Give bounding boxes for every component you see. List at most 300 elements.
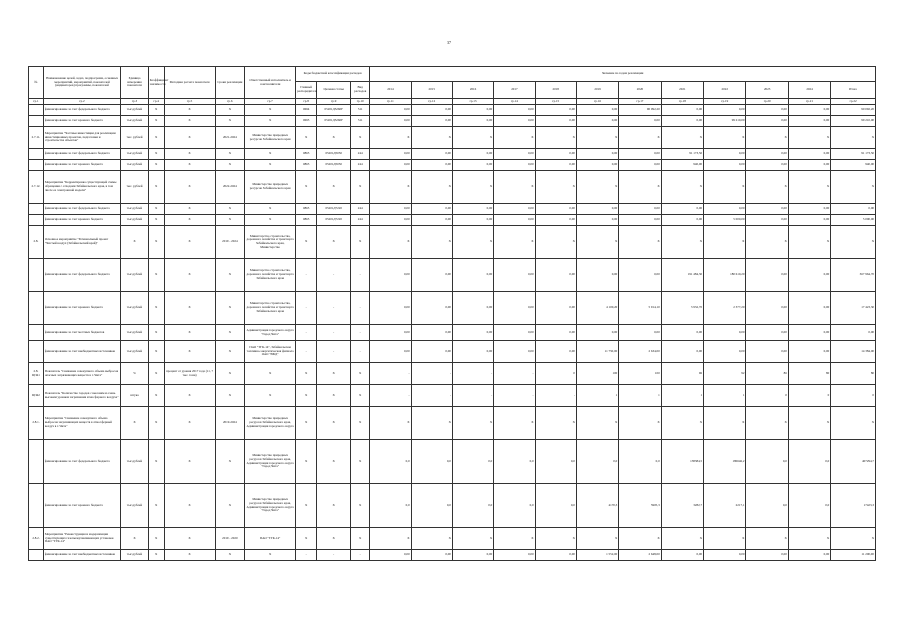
table-cell: -	[351, 325, 370, 341]
table-cell: X	[788, 171, 830, 204]
table-cell: X	[215, 363, 245, 385]
table-cell: 2022-2024	[215, 171, 245, 204]
table-cell	[29, 105, 44, 116]
table-cell: 191 484,30	[661, 259, 703, 292]
table-cell: 96	[661, 363, 703, 385]
table-cell: 0,00	[494, 325, 535, 341]
table-cell: финансирование за счет краевого бюджета	[43, 160, 120, 171]
table-row	[29, 160, 876, 171]
table-cell: X	[704, 127, 746, 149]
table-cell: 244	[351, 204, 370, 215]
table-cell: X	[370, 407, 411, 440]
table-cell: X	[411, 407, 452, 440]
table-cell: -	[296, 550, 317, 561]
column-number: гр.17	[619, 99, 661, 105]
table-cell: 0,0	[788, 484, 830, 528]
table-cell: X	[661, 528, 703, 550]
table-cell: тыс.рублей	[121, 484, 149, 528]
table-cell: 0,00	[619, 215, 661, 226]
table-row	[29, 204, 876, 215]
table-cell: 0,00	[788, 292, 830, 325]
table-cell: 0,0	[370, 440, 411, 484]
table-cell: 0,0	[535, 484, 576, 528]
column-number: гр.6	[215, 99, 245, 105]
page-number: 37	[447, 40, 451, 45]
table-cell: 0,00	[704, 341, 746, 363]
table-cell: X	[148, 149, 164, 160]
table-cell: 0865	[296, 160, 317, 171]
table-cell: штука	[121, 385, 149, 407]
table-cell: 0,00	[411, 116, 452, 127]
column-number: гр.21	[788, 99, 830, 105]
table-cell: 0,0	[535, 440, 576, 484]
table-cell: 0865	[296, 204, 317, 215]
table-cell: X	[215, 325, 245, 341]
table-cell: X	[164, 116, 215, 127]
table-cell: финансирование за счет внебюджетных источников	[43, 550, 120, 561]
table-cell: 0,00	[746, 149, 788, 160]
table-cell: 0,00	[452, 341, 493, 363]
table-cell: X	[661, 226, 703, 259]
column-number: гр.2	[43, 99, 120, 105]
table-cell: X	[164, 215, 215, 226]
table-cell: X	[148, 484, 164, 528]
header-csr: Целевая статья	[317, 82, 351, 99]
table-cell: 2 634,00	[619, 341, 661, 363]
table-cell: X	[317, 363, 351, 385]
table-cell: X	[296, 171, 317, 204]
table-cell: тыс. рублей	[121, 127, 149, 149]
header-term: Сроки реализации	[215, 67, 245, 99]
table-cell: -	[351, 550, 370, 561]
table-cell: 0,00	[619, 259, 661, 292]
table-cell: 0,00	[535, 550, 576, 561]
table-cell: X	[535, 171, 576, 204]
column-number: гр.5	[164, 99, 215, 105]
table-cell: тыс.рублей	[121, 292, 149, 325]
table-cell: X	[148, 171, 164, 204]
table-cell: X	[317, 528, 351, 550]
table-cell: финансирование за счет федерального бюджета	[43, 259, 120, 292]
table-cell: 0,00	[411, 550, 452, 561]
table-cell: 2 648,00	[619, 550, 661, 561]
table-cell: 0,00	[661, 550, 703, 561]
header-values: Значение по годам реализации	[370, 67, 876, 82]
table-cell: X	[746, 171, 788, 204]
table-cell: X	[494, 171, 535, 204]
column-number: гр.12	[411, 99, 452, 105]
table-cell: 0,00	[411, 149, 452, 160]
table-cell: финансирование за счет краевого бюджета	[43, 484, 120, 528]
table-cell: X	[535, 127, 576, 149]
table-cell: 91 173,50	[831, 149, 876, 160]
table-cell: X	[245, 215, 296, 226]
table-cell: -	[351, 292, 370, 325]
table-cell: 4170,3	[576, 484, 618, 528]
column-number: гр.8	[296, 99, 317, 105]
table-cell: X	[164, 407, 215, 440]
table-cell: X	[704, 407, 746, 440]
table-cell	[29, 440, 44, 484]
table-cell: 2.7.11.	[29, 127, 44, 149]
table-cell	[29, 116, 44, 127]
header-year: 2014	[370, 82, 411, 99]
table-cell: 0,00	[746, 341, 788, 363]
table-cell: -	[296, 341, 317, 363]
table-cell	[29, 292, 44, 325]
table-cell: X	[317, 127, 351, 149]
table-cell: X	[661, 171, 703, 204]
table-cell: 0695	[296, 116, 317, 127]
table-cell: 86	[746, 363, 788, 385]
table-cell: 0	[746, 385, 788, 407]
table-cell: X	[148, 226, 164, 259]
table-cell: X	[411, 127, 452, 149]
table-cell: -	[296, 259, 317, 292]
table-cell: 940,00	[831, 160, 876, 171]
table-cell: 2.8. ЦП41	[29, 363, 44, 385]
table-cell: X	[535, 226, 576, 259]
table-cell: X	[121, 528, 149, 550]
table-cell: 0,00	[411, 341, 452, 363]
table-cell: Мероприятие "Снижение совокупного объема выбросов загрязняющих веществ в атмосферный воздух в г. Чите"	[43, 407, 120, 440]
table-cell: X	[619, 226, 661, 259]
table-cell: Основное мероприятие "Региональный проект "Чистый воздух (Забайкальский край)"	[43, 226, 120, 259]
table-cell: X	[831, 127, 876, 149]
table-row	[29, 292, 876, 325]
table-cell: 4 100,20	[576, 292, 618, 325]
table-cell: 0,00	[494, 160, 535, 171]
table-cell: 3 932,70	[661, 292, 703, 325]
table-cell: 0,00	[535, 259, 576, 292]
table-cell: X	[164, 528, 215, 550]
table-cell: 0,00	[494, 292, 535, 325]
table-cell: 0,00	[788, 116, 830, 127]
table-cell: -	[317, 325, 351, 341]
table-cell: финансирование за счет внебюджетных источников	[43, 341, 120, 363]
table-row	[29, 484, 876, 528]
table-cell: 0,00	[535, 325, 576, 341]
table-cell: 0,00	[411, 204, 452, 215]
table-cell: X	[351, 528, 370, 550]
table-cell: финансирование за счет местных бюджетов	[43, 325, 120, 341]
table-cell: 0,00	[746, 204, 788, 215]
table-cell: X	[164, 292, 215, 325]
column-number: гр.19	[704, 99, 746, 105]
table-cell: финансирование за счет федерального бюджета	[43, 149, 120, 160]
table-cell: 05201Д5050	[317, 160, 351, 171]
table-cell: X	[370, 226, 411, 259]
table-cell: X	[317, 226, 351, 259]
table-cell: 180 610,20	[704, 259, 746, 292]
table-cell: тыс.рублей	[121, 116, 149, 127]
table-row	[29, 528, 876, 550]
table-row	[29, 363, 876, 385]
header-total: Итого	[831, 82, 876, 99]
table-cell: X	[245, 160, 296, 171]
header-num: №	[29, 67, 44, 99]
table-cell: X	[245, 550, 296, 561]
table-cell: 0,00	[704, 105, 746, 116]
table-cell: X	[121, 407, 149, 440]
table-cell: 0,00	[535, 341, 576, 363]
table-cell: 0865	[296, 215, 317, 226]
table-cell: 1	[704, 385, 746, 407]
table-cell: X	[148, 325, 164, 341]
table-cell: 0,00	[831, 204, 876, 215]
table-cell: X	[351, 363, 370, 385]
table-cell: X	[245, 116, 296, 127]
table-cell: 0,00	[370, 160, 411, 171]
table-cell: 180646,2	[704, 440, 746, 484]
table-cell: 0,00	[661, 325, 703, 341]
table-cell: 0,00	[576, 160, 618, 171]
table-cell: Показатель "Снижение совокупного объема выбросов опасных загрязняющих веществ в г. Чита"	[43, 363, 120, 385]
table-cell: X	[164, 204, 215, 215]
table-cell: 0,00	[370, 105, 411, 116]
table-cell: X	[215, 149, 245, 160]
table-cell: 0,00	[746, 105, 788, 116]
table-cell: 0	[831, 385, 876, 407]
table-cell: 0,00	[411, 259, 452, 292]
table-cell: X	[148, 160, 164, 171]
table-cell: X	[351, 385, 370, 407]
table-cell: финансирование за счет федерального бюджета	[43, 440, 120, 484]
table-cell: Министерство природных ресурсов Забайкальского края, Администрация городского округа "Город Чита"	[245, 440, 296, 484]
table-cell: 2019 - 2020	[215, 528, 245, 550]
table-cell: 0,00	[452, 204, 493, 215]
column-number: гр.15	[535, 99, 576, 105]
header-year: 2018	[535, 82, 576, 99]
table-cell: 0,00	[452, 325, 493, 341]
table-cell: тыс.рублей	[121, 149, 149, 160]
table-body	[29, 105, 876, 561]
table-cell: X	[704, 528, 746, 550]
table-cell: 0,00	[494, 204, 535, 215]
table-cell: 511	[351, 105, 370, 116]
table-cell: 0,00	[411, 160, 452, 171]
table-cell: 0,00	[576, 215, 618, 226]
table-cell: 0,00	[535, 215, 576, 226]
table-cell: X	[452, 407, 493, 440]
table-cell: X	[121, 226, 149, 259]
table-row	[29, 385, 876, 407]
table-cell: тыс.рублей	[121, 105, 149, 116]
table-cell: X	[831, 528, 876, 550]
table-cell: 0,00	[494, 105, 535, 116]
table-cell: X	[317, 407, 351, 440]
table-cell: 511	[351, 116, 370, 127]
column-number: гр.11	[370, 99, 411, 105]
table-cell: -	[351, 341, 370, 363]
table-cell: X	[351, 484, 370, 528]
table-cell: 0,00	[788, 149, 830, 160]
table-cell: 0,00	[746, 292, 788, 325]
table-cell: 11 750,00	[576, 341, 618, 363]
table-cell: 0	[535, 363, 576, 385]
table-cell: X	[351, 127, 370, 149]
table-cell: X	[215, 385, 245, 407]
table-cell	[29, 484, 44, 528]
table-cell: 0,00	[370, 550, 411, 561]
table-cell: -	[535, 385, 576, 407]
table-row	[29, 341, 876, 363]
table-cell: 0,00	[788, 105, 830, 116]
table-row	[29, 226, 876, 259]
table-cell: Министерство строительства, дорожного хозяйства и транспорта Забайкальского края	[245, 292, 296, 325]
table-cell: тыс.рублей	[121, 204, 149, 215]
table-cell: X	[245, 385, 296, 407]
table-cell: X	[148, 259, 164, 292]
column-number: гр.13	[452, 99, 493, 105]
table-cell: X	[576, 171, 618, 204]
table-cell: -	[351, 259, 370, 292]
table-cell: X	[788, 226, 830, 259]
table-cell: -	[317, 292, 351, 325]
table-cell: 0,00	[661, 341, 703, 363]
table-cell: X	[619, 407, 661, 440]
table-cell: X	[215, 105, 245, 116]
table-row	[29, 550, 876, 561]
table-cell: 2019-2024	[215, 407, 245, 440]
table-cell: 11 200,00	[831, 550, 876, 561]
table-cell: 0,00	[746, 116, 788, 127]
table-cell: 0,00	[452, 292, 493, 325]
table-cell: Министерство природных ресурсов Забайкальского края, Администрация городского округа	[245, 407, 296, 440]
table-cell: X	[351, 226, 370, 259]
table-cell: 0,00	[746, 160, 788, 171]
program-table	[28, 66, 876, 561]
column-number: гр.9	[317, 99, 351, 105]
table-cell: -	[494, 363, 535, 385]
table-cell: 0,00	[370, 259, 411, 292]
table-cell: 5905,3	[619, 484, 661, 528]
table-cell: X	[164, 105, 215, 116]
table-cell: X	[296, 407, 317, 440]
table-cell: X	[215, 550, 245, 561]
table-cell: 2 377,20	[704, 292, 746, 325]
table-cell: 0,00	[452, 215, 493, 226]
table-cell	[29, 259, 44, 292]
table-cell: 5 914,10	[619, 292, 661, 325]
table-cell: 0,0	[370, 484, 411, 528]
table-cell: X	[661, 127, 703, 149]
table-cell: X	[215, 341, 245, 363]
table-cell: 0,00	[704, 325, 746, 341]
table-cell: 2.8.2.	[29, 528, 44, 550]
table-cell: 0,0	[494, 484, 535, 528]
header-year: 2023	[746, 82, 788, 99]
table-cell	[29, 550, 44, 561]
table-cell: 05201Д7220	[317, 215, 351, 226]
table-cell: X	[148, 116, 164, 127]
table-cell: 0,00	[494, 341, 535, 363]
table-cell: X	[148, 385, 164, 407]
table-cell: -	[296, 292, 317, 325]
table-cell: 2.7.12.	[29, 171, 44, 204]
table-cell: 0,00	[452, 149, 493, 160]
table-cell: X	[215, 160, 245, 171]
table-cell: 2019 - 2024	[215, 226, 245, 259]
table-cell: X	[164, 160, 215, 171]
table-cell: X	[494, 528, 535, 550]
table-cell: X	[704, 226, 746, 259]
table-cell: X	[164, 341, 215, 363]
table-cell: 0,00	[576, 105, 618, 116]
table-cell: 0,00	[788, 204, 830, 215]
table-cell: -	[411, 363, 452, 385]
table-cell: X	[494, 127, 535, 149]
table-cell: X	[452, 127, 493, 149]
table-cell: 1	[619, 385, 661, 407]
table-cell: X	[296, 528, 317, 550]
table-cell: 244	[351, 149, 370, 160]
table-row	[29, 407, 876, 440]
table-cell: X	[535, 407, 576, 440]
table-cell: X	[148, 528, 164, 550]
table-cell: 0,00	[452, 259, 493, 292]
table-cell: %	[121, 363, 149, 385]
table-cell: X	[452, 528, 493, 550]
column-number: гр.3	[121, 99, 149, 105]
table-cell: 0	[788, 385, 830, 407]
table-cell: X	[164, 484, 215, 528]
table-cell: ЦП42	[29, 385, 44, 407]
table-cell: Министерство природных ресурсов Забайкальского края, Администрация городского округа "Город Чита"	[245, 484, 296, 528]
table-cell: 2.8.	[29, 226, 44, 259]
table-cell: 407294,7	[831, 440, 876, 484]
table-cell: X	[148, 204, 164, 215]
table-cell: X	[296, 440, 317, 484]
table-cell: 244	[351, 215, 370, 226]
table-cell: X	[245, 105, 296, 116]
table-row	[29, 259, 876, 292]
table-cell: 0,0	[494, 440, 535, 484]
table-cell: X	[535, 528, 576, 550]
table-cell: X	[215, 116, 245, 127]
table-cell: -	[317, 550, 351, 561]
column-number: гр.10	[351, 99, 370, 105]
table-cell: 92	[704, 363, 746, 385]
table-cell: X	[215, 292, 245, 325]
table-cell: X	[746, 127, 788, 149]
table-cell: финансирование за счет федерального бюджета	[43, 105, 120, 116]
table-cell: X	[215, 440, 245, 484]
table-cell: 0,00	[619, 149, 661, 160]
table-cell: X	[296, 484, 317, 528]
table-cell: 0,00	[494, 116, 535, 127]
table-cell: тыс.рублей	[121, 259, 149, 292]
table-cell: X	[296, 226, 317, 259]
table-cell: 0,00	[411, 292, 452, 325]
table-cell: X	[148, 215, 164, 226]
header-year: 2022	[704, 82, 746, 99]
header-year: 2017	[494, 82, 535, 99]
table-cell: X	[296, 385, 317, 407]
header-unit: Единица измерения показателя	[121, 67, 149, 99]
table-cell: финансирование за счет федерального бюджета	[43, 204, 120, 215]
table-cell: 0,00	[452, 105, 493, 116]
table-cell: 17423,3	[831, 484, 876, 528]
table-cell: X	[148, 127, 164, 149]
table-cell: -	[317, 341, 351, 363]
table-cell: X	[494, 407, 535, 440]
table-cell: X	[148, 440, 164, 484]
table-cell: 100	[576, 363, 618, 385]
table-cell: 0,00	[661, 116, 703, 127]
table-row	[29, 105, 876, 116]
table-cell: X	[317, 440, 351, 484]
